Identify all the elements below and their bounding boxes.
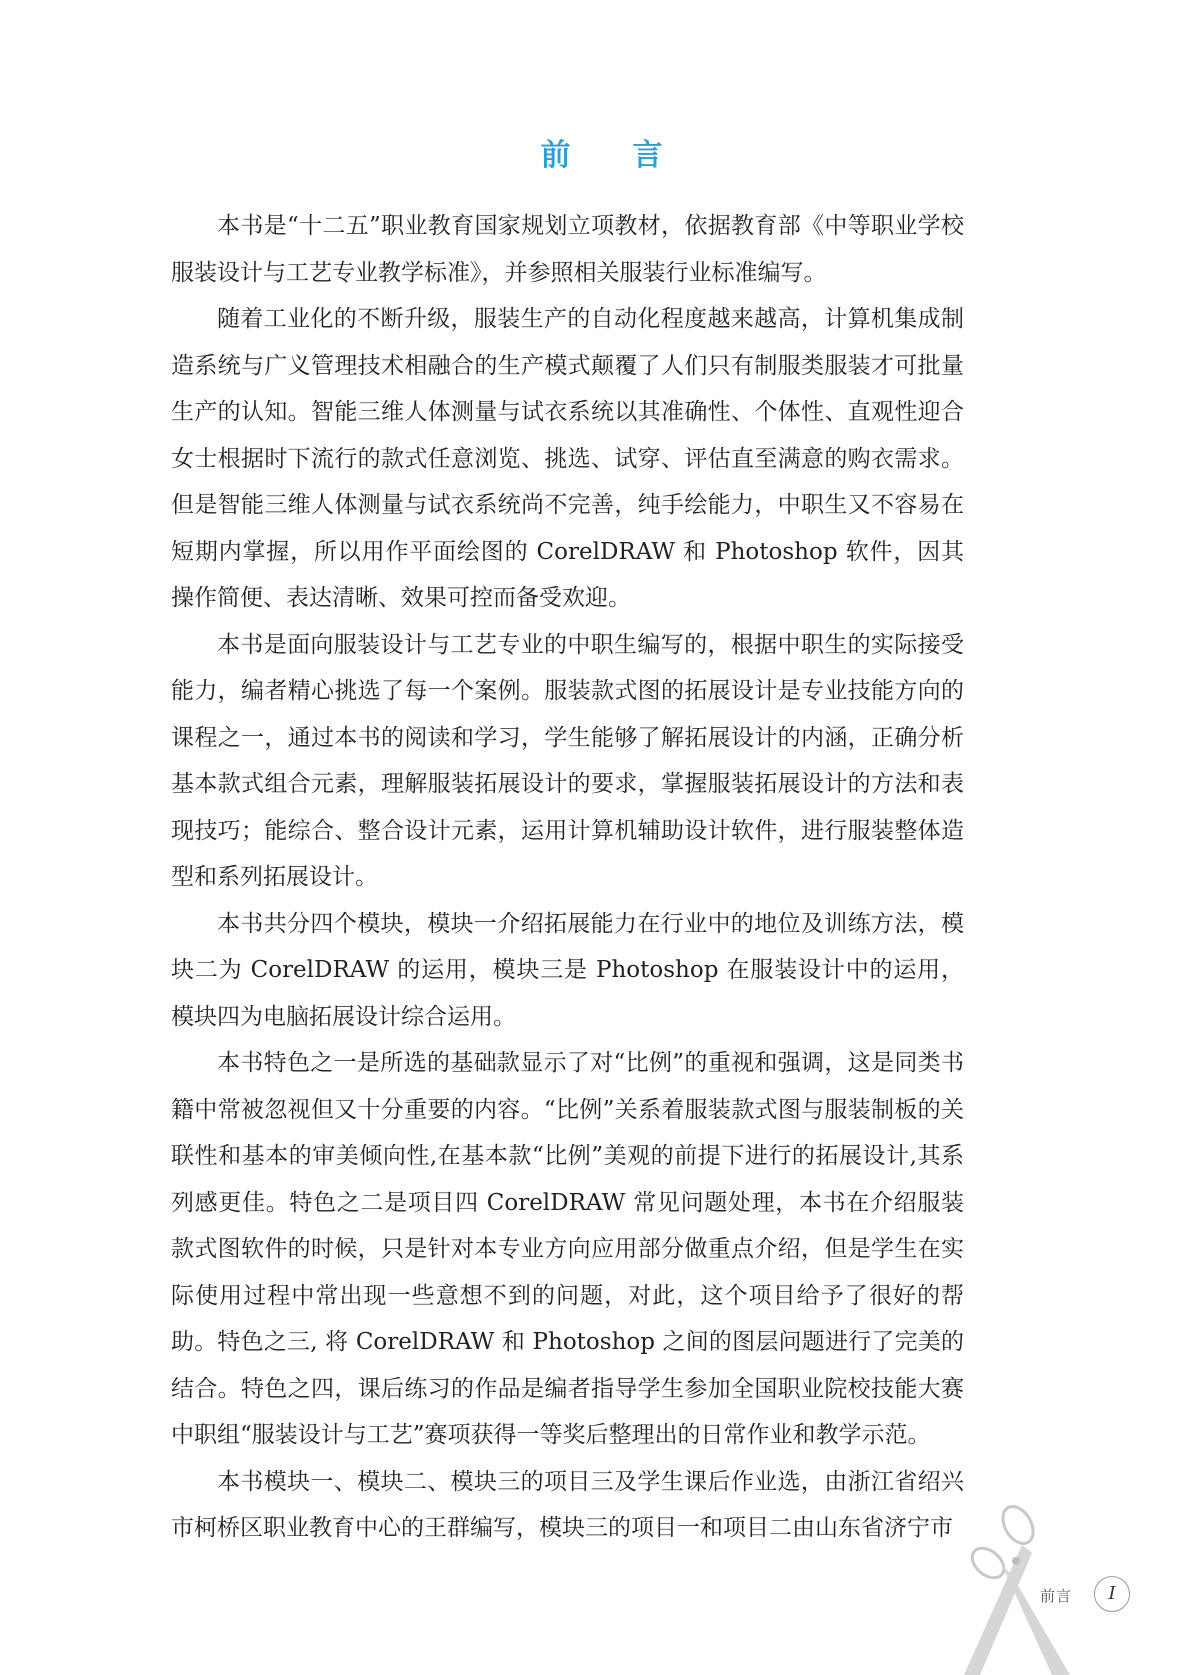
paragraph-2: 随着工业化的不断升级，服装生产的自动化程度越来越高，计算机集成制造系统与广义管理技术相融合的生产模式颠覆了人们只有制服类服装才可批量生产的认知。智能三维人体测量与试衣系统以其准确性、个体性、直观性迎合女士根据时下流行的款式任意浏览、挑选、试穿、评估直至满意的购衣需求。但是智能三维人体测量与试衣系统尚不完善，纯手绘能力，中职生又不容易在短期内掌握，所以用作平面绘图的 CorelDRAW 和 Photoshop 软件，因其操作简便、表达清晰、效果可控而备受欢迎。: [171, 306, 964, 611]
paragraph-3: 本书是面向服装设计与工艺专业的中职生编写的，根据中职生的实际接受能力，编者精心挑选了每一个案例。服装款式图的拓展设计是专业技能方向的课程之一，通过本书的阅读和学习，学生能够了解拓展设计的内涵，正确分析基本款式组合元素，理解服装拓展设计的要求，掌握服装拓展设计的方法和表现技巧；能综合、整合设计元素，运用计算机辅助设计软件，进行服装整体造型和系列拓展设计。: [171, 631, 964, 890]
page-number: I: [1094, 1576, 1130, 1612]
paragraph-4: 本书共分四个模块，模块一介绍拓展能力在行业中的地位及训练方法，模块二为 CorelDRAW 的运用，模块三是 Photoshop 在服装设计中的运用，模块四为电脑拓展设计综合运用。: [171, 910, 964, 1030]
page-title: 前言: [540, 138, 725, 174]
paragraph-5: 本书特色之一是所选的基础款显示了对“比例”的重视和强调，这是同类书籍中常被忽视但又十分重要的内容。“比例”关系着服装款式图与服装制板的关联性和基本的审美倾向性,在基本款“比例”美观的前提下进行的拓展设计,其系列感更佳。特色之二是项目四 CorelDRAW 常见问题处理，本书在介绍服装款式图软件的时候，只是针对本专业方向应用部分做重点介绍，但是学生在实际使用过程中常出现一些意想不到的问题，对此，这个项目给予了很好的帮助。特色之三, 将 CorelDRAW 和 Photoshop 之间的图层问题进行了完美的结合。特色之四，课后练习的作品是编者指导学生参加全国职业院校技能大赛中职组“服装设计与工艺”赛项获得一等奖后整理出的日常作业和教学示范。: [171, 1050, 964, 1448]
body-text: [171, 203, 964, 1552]
paragraph-6: 本书模块一、模块二、模块三的项目三及学生课后作业选，由浙江省绍兴市柯桥区职业教育中心的王群编写，模块三的项目一和项目二由山东省济宁市: [171, 1468, 964, 1541]
page-footer: [1040, 1576, 1130, 1616]
footer-section-label: 前言: [1040, 1587, 1073, 1605]
paragraph-1: 本书是“十二五”职业教育国家规划立项教材，依据教育部《中等职业学校服装设计与工艺专业教学标准》，并参照相关服装行业标准编写。: [171, 213, 964, 286]
